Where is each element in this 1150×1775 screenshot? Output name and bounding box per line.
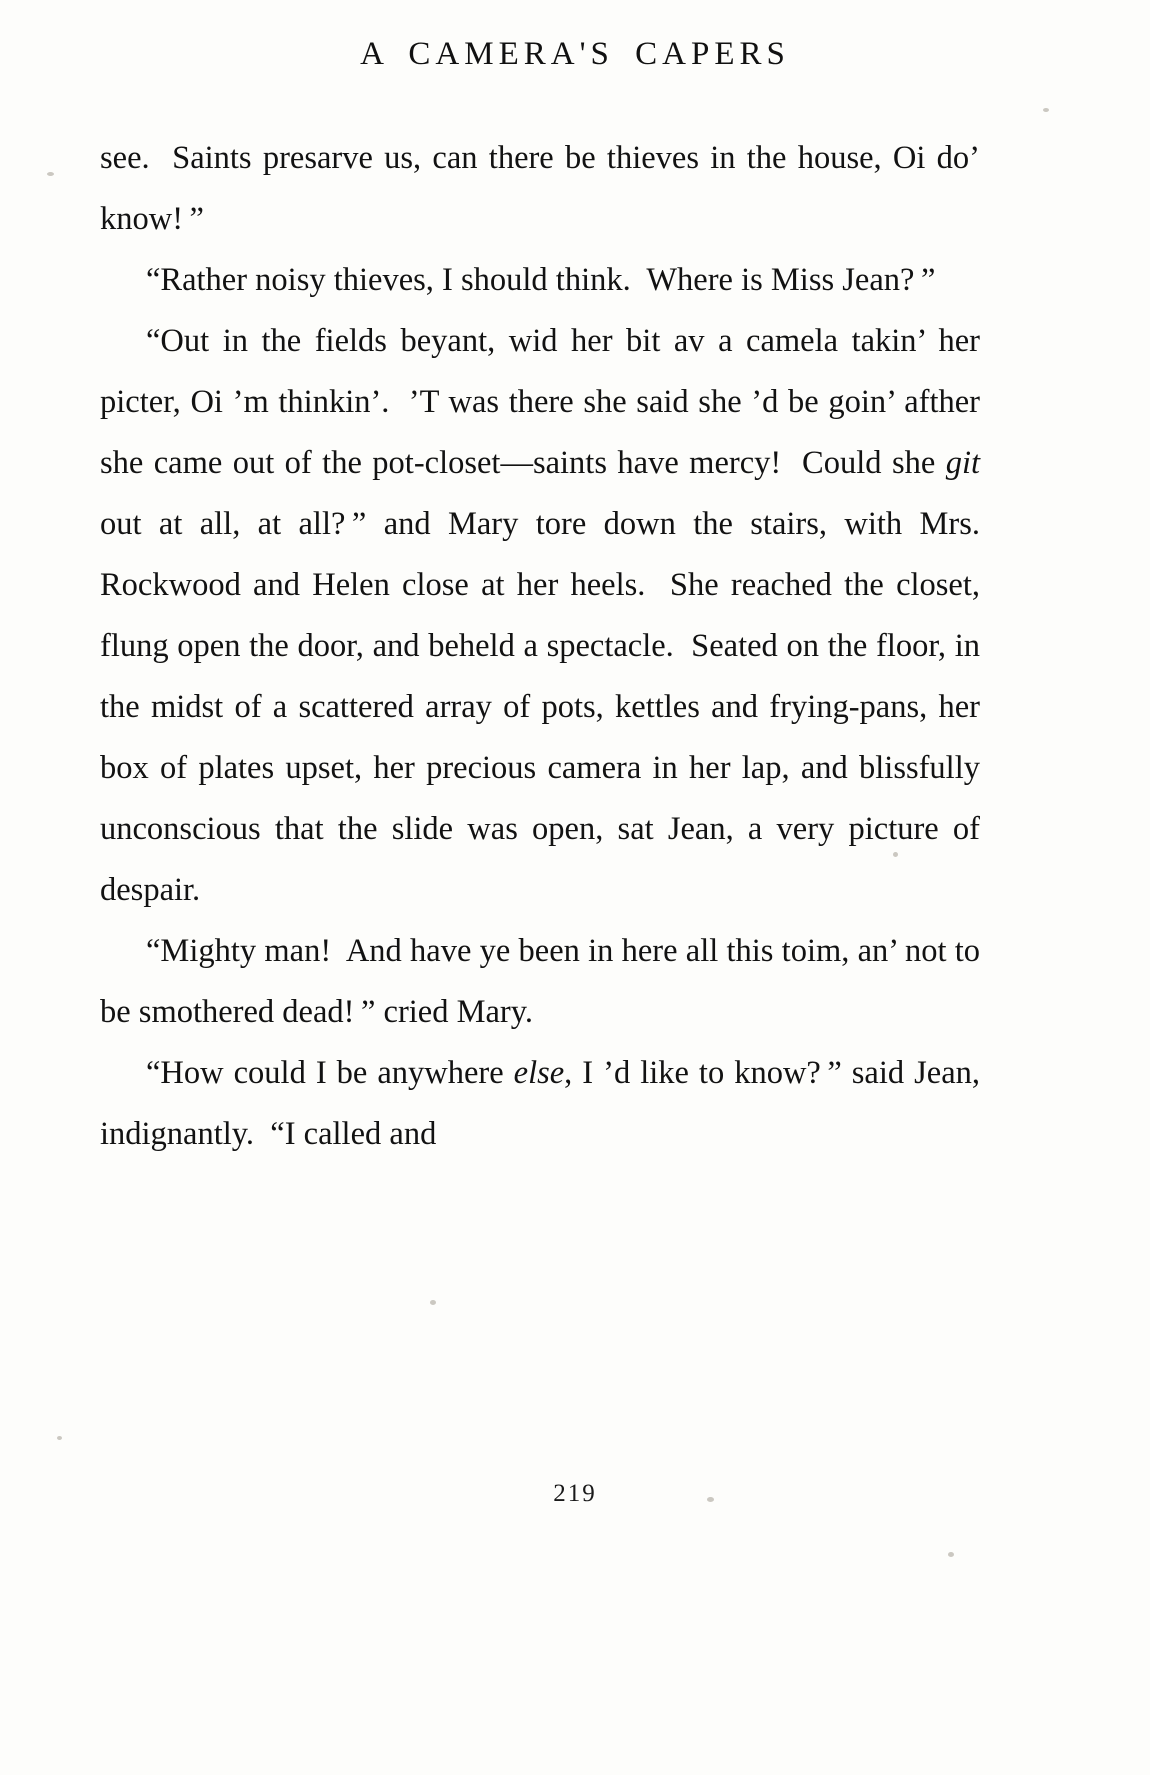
- paragraph-2: “Rather noisy thieves, I should think. Where is Miss Jean? ”: [146, 262, 936, 298]
- paragraph-5: “How could I be anywhere else, I ’d like to know? ” said Jean, indignantly. “I called and: [100, 1055, 980, 1152]
- paragraph-4: “Mighty man! And have ye been in here all this toim, an’ not to be smothered dead! ” cried Mary.: [100, 933, 980, 1030]
- paper-speck: [707, 1497, 714, 1502]
- running-head: A CAMERA'S CAPERS: [360, 36, 790, 72]
- paper-speck: [1043, 108, 1049, 112]
- page-body: [100, 128, 980, 1165]
- paper-speck: [893, 852, 898, 857]
- paragraph-3: “Out in the fields beyant, wid her bit av a camela takin’ her picter, Oi ’m thinkin’. ’T was there she said she ’d be goin’ afther she came out of the pot-closet—saints have mercy! Could she git out at all, at all? ” and Mary tore down the stairs, with Mrs. Rockwood and Helen close at her heels. She reached the closet, flung open the door, and beheld a spectacle. Seated on the floor, in the midst of a scattered array of pots, kettles and frying-pans, her box of plates upset, her precious camera in her lap, and blissfully unconscious that the slide was open, sat Jean, a very picture of despair.: [100, 323, 980, 908]
- paper-speck: [948, 1552, 954, 1557]
- paragraph-1: see. Saints presarve us, can there be thieves in the house, Oi do’ know! ”: [100, 140, 980, 237]
- page-number: 219: [553, 1480, 597, 1507]
- paper-speck: [430, 1300, 436, 1305]
- paper-speck: [57, 1436, 62, 1440]
- paper-speck: [47, 172, 54, 176]
